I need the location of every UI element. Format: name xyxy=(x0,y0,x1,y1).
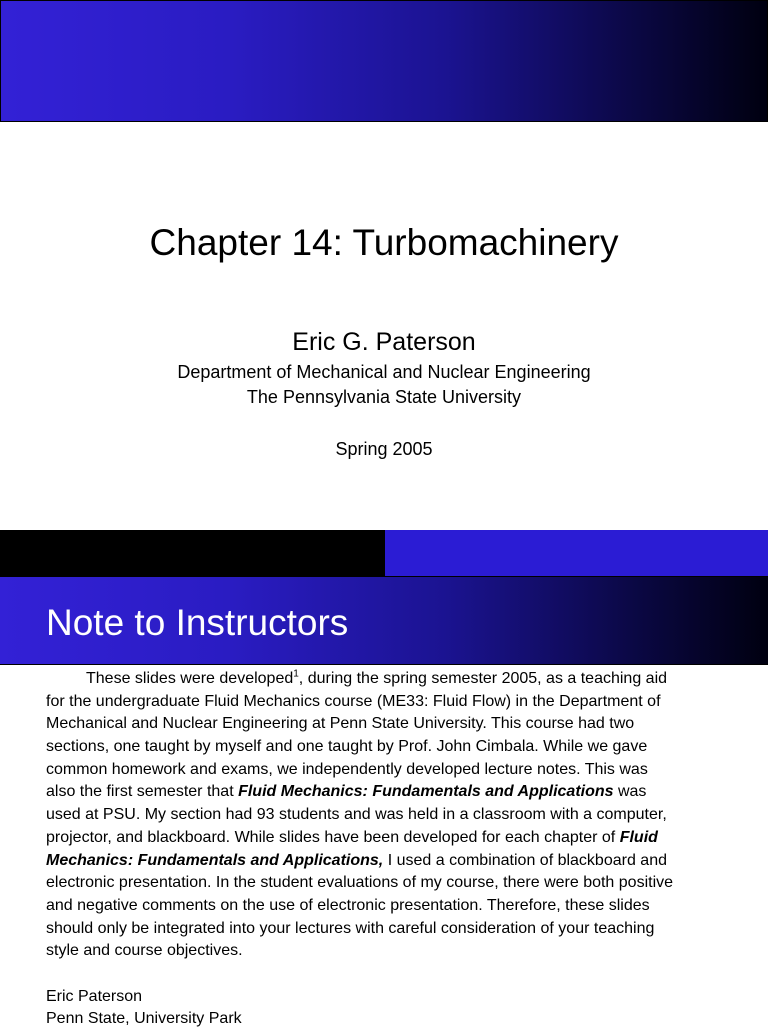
author-name: Eric G. Paterson xyxy=(292,328,476,356)
note-line xyxy=(46,759,736,782)
note-line xyxy=(46,668,736,691)
paragraph-gap xyxy=(46,963,736,986)
book-title: Fluid xyxy=(619,828,658,846)
note-line xyxy=(46,804,736,827)
university-name: The Pennsylvania State University xyxy=(246,387,522,407)
note-text: projector, and blackboard. While slides have been developed for each chapter of xyxy=(46,828,620,846)
department-name: Department of Mechanical and Nuclear Engineering xyxy=(177,362,591,382)
footnote-marker: 1 xyxy=(293,668,299,680)
book-title: Mechanics: Fundamentals and Applications, xyxy=(46,851,384,869)
note-line xyxy=(46,895,736,918)
note-line xyxy=(46,918,736,941)
note-line xyxy=(46,827,736,850)
note-text: electronic presentation. In the student evaluations of my course, there were both positive xyxy=(46,874,674,892)
slide-title: Chapter 14: Turbomachinery xyxy=(149,222,619,263)
signature-name: Eric Paterson xyxy=(46,987,143,1005)
note-line xyxy=(46,713,736,736)
note-text: for the undergraduate Fluid Mechanics course (ME33: Fluid Flow) in the Department of xyxy=(46,692,661,710)
note-line xyxy=(46,940,736,963)
note-line xyxy=(46,691,736,714)
slide-divider xyxy=(0,530,768,576)
note-line xyxy=(46,736,736,759)
note-text: These slides were developed xyxy=(86,670,294,687)
note-body xyxy=(46,668,736,1031)
note-text: common homework and exams, we independently developed lecture notes. This was xyxy=(46,760,648,778)
note-text: style and course objectives. xyxy=(46,942,243,960)
top-banner xyxy=(0,0,768,122)
signature-place: Penn State, University Park xyxy=(46,1010,242,1028)
note-text: used at PSU. My section had 93 students and was held in a classroom with a computer, xyxy=(46,806,667,824)
divider-blue-block xyxy=(385,530,768,576)
note-line xyxy=(46,872,736,895)
note-title-banner xyxy=(0,576,768,665)
note-line xyxy=(46,781,736,804)
semester-label: Spring 2005 xyxy=(335,439,433,459)
note-text: should only be integrated into your lectures with careful consideration of your teaching xyxy=(46,919,655,937)
note-text: sections, one taught by myself and one taught by Prof. John Cimbala. While we gave xyxy=(46,738,648,756)
title-slide xyxy=(0,122,768,530)
note-slide-title: Note to Instructors xyxy=(46,602,349,643)
note-text: was xyxy=(613,783,647,801)
divider-black-block xyxy=(0,530,385,576)
note-text: and negative comments on the use of electronic presentation. Therefore, these slides xyxy=(46,896,650,914)
note-line xyxy=(46,850,736,873)
note-text: Mechanical and Nuclear Engineering at Penn State University. This course had two xyxy=(46,715,635,733)
note-text: also the first semester that xyxy=(46,783,239,801)
note-text: I used a combination of blackboard and xyxy=(383,851,667,869)
book-title: Fluid Mechanics: Fundamentals and Applications xyxy=(238,783,614,801)
note-text: , during the spring semester 2005, as a teaching aid xyxy=(298,670,668,687)
